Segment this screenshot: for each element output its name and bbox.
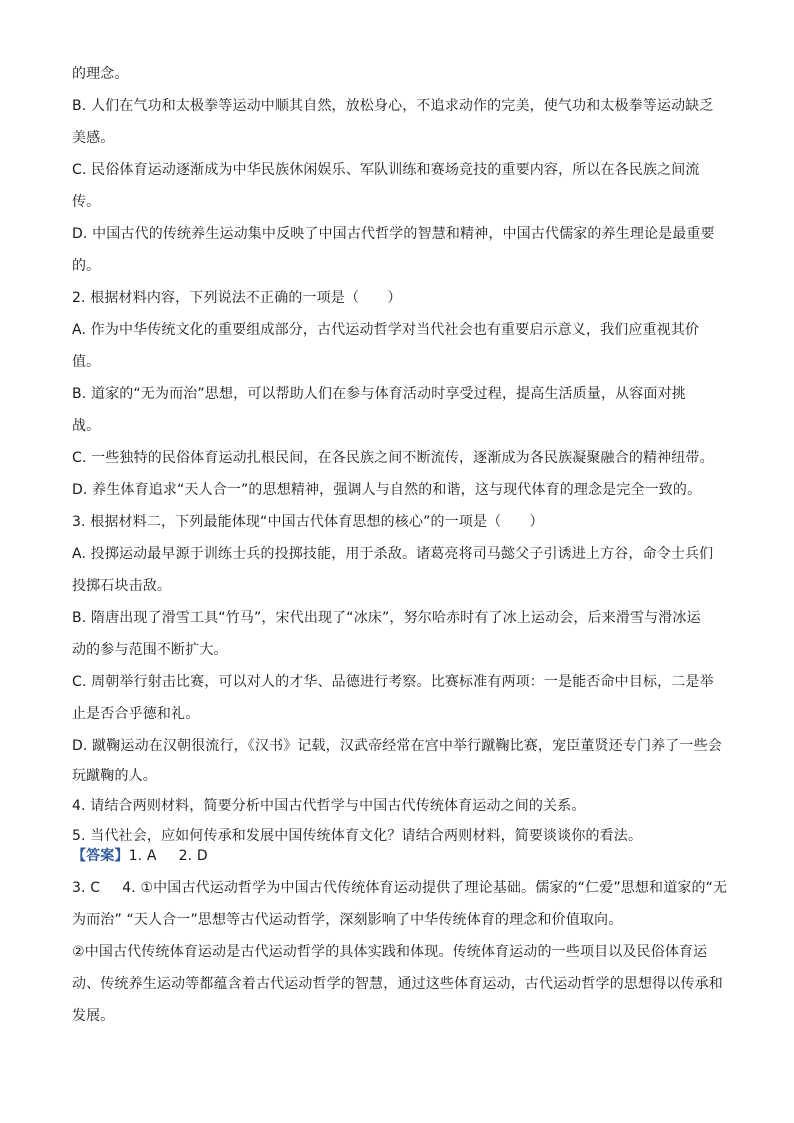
text-line: D. 蹴鞠运动在汉朝很流行，《汉书》记载，汉武帝经常在宫中举行蹴鞠比赛，宠臣董贤还专门养了一些会: [72, 738, 722, 754]
text-line: 美感。: [72, 130, 115, 146]
text-line: B. 道家的“无为而治”思想，可以帮助人们在参与体育活动时享受过程，提高生活质量，从容面对挑: [72, 386, 686, 402]
answer-4-text: 4. ①中国古代运动哲学为中国古代传统体育运动提供了理论基础。儒家的“仁爱”思想和道家的“无: [122, 880, 728, 896]
text-line: A. 作为中华传统文化的重要组成部分，古代运动哲学对当代社会也有重要启示意义，我们应重视其价: [72, 322, 700, 338]
text-line: 的。: [72, 258, 101, 274]
text-line: D. 养生体育追求“天人合一”的思想精神，强调人与自然的和谐，这与现代体育的理念是完全一致的。: [72, 482, 702, 498]
answer-line: [72, 846, 728, 866]
text-line: B. 隋唐出现了滑雪工具“竹马”，宋代出现了“冰床”，努尔哈赤时有了冰上运动会，后来滑雪与滑冰运: [72, 610, 701, 626]
answer-text-line: 为而治” “天人合一”思想等古代运动哲学，深刻影响了中华传统体育的理念和价值取向。: [72, 912, 623, 928]
answer-text-line: ②中国古代传统体育运动是古代运动哲学的具体实践和体现。传统体育运动的一些项目以及民俗体育运: [72, 944, 708, 960]
answer-3: 3. C: [72, 880, 101, 896]
text-line: C. 一些独特的民俗体育运动扎根民间，在各民族之间不断流传，逐渐成为各民族凝聚融合的精神纽带。: [72, 450, 714, 466]
text-line: C. 民俗体育运动逐渐成为中华民族休闲娱乐、军队训练和赛场竞技的重要内容，所以在各民族之间流: [72, 162, 700, 178]
text-line: 4. 请结合两则材料，简要分析中国古代哲学与中国古代传统体育运动之间的关系。: [72, 798, 586, 814]
text-line: 动的参与范围不断扩大。: [72, 642, 228, 658]
text-line: 传。: [72, 194, 101, 210]
text-line: 5. 当代社会，应如何传承和发展中国传统体育文化？请结合两则材料，简要谈谈你的看法。: [72, 828, 643, 844]
text-line: C. 周朝举行射击比赛，可以对人的才华、品德进行考察。比赛标准有两项：一是能否命中目标，二是举: [72, 674, 714, 690]
text-line: 玩蹴鞠的人。: [72, 768, 157, 784]
text-line: B. 人们在气功和太极拳等运动中顺其自然，放松身心，不追求动作的完美，使气功和太极拳等运动缺乏: [72, 98, 714, 114]
text-line: A. 投掷运动最早源于训练士兵的投掷技能，用于杀敌。诸葛亮将司马懿父子引诱进上方谷，命令士兵们: [72, 546, 714, 562]
answer-text-line: 动、传统养生运动等都蕴含着古代运动哲学的智慧，通过这些体育运动，古代运动哲学的思想得以传承和: [72, 976, 723, 992]
text-line: 值。: [72, 354, 101, 370]
text-line: D. 中国古代的传统养生运动集中反映了中国古代哲学的智慧和精神，中国古代儒家的养生理论是最重要: [72, 226, 715, 242]
text-line: 止是否合乎德和礼。: [72, 706, 200, 722]
text-line: 的理念。: [72, 66, 129, 82]
answer-1: 1. A: [128, 848, 157, 864]
text-line: 战。: [72, 418, 101, 434]
answer-2: 2. D: [178, 848, 208, 864]
answer-label: 【答案】: [72, 848, 129, 864]
text-line: 3. 根据材料二，下列最能体现“中国古代体育思想的核心”的一项是（ ）: [72, 514, 544, 530]
text-line: 2. 根据材料内容，下列说法不正确的一项是（ ）: [72, 290, 402, 306]
text-line: 投掷石块击敌。: [72, 578, 172, 594]
answer-line-2: [72, 878, 728, 898]
answer-text-line: 发展。: [72, 1008, 115, 1024]
